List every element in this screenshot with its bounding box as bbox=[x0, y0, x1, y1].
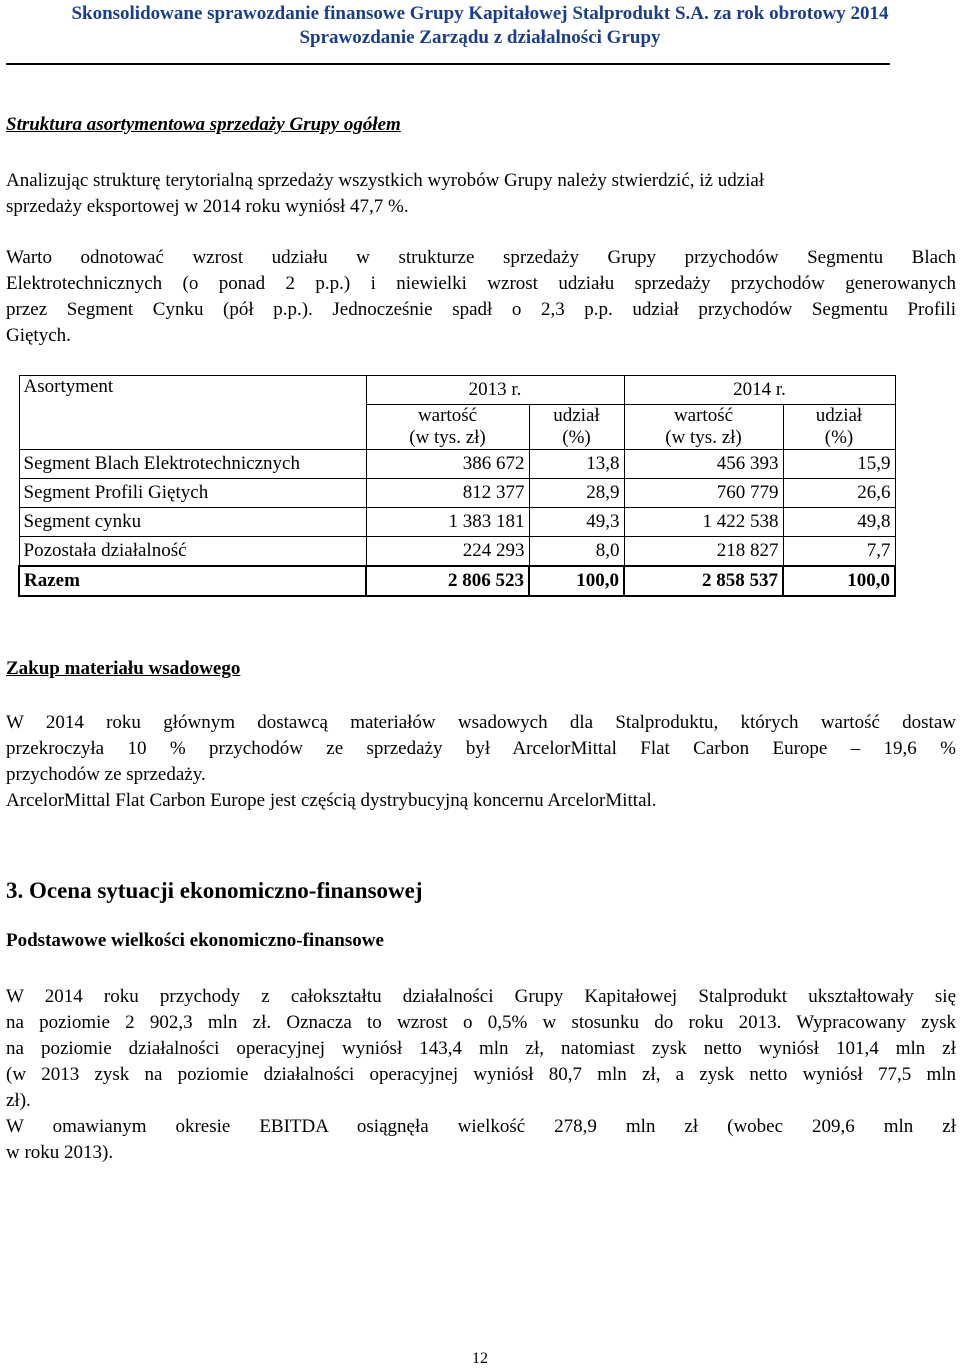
section-3-subtitle: Podstawowe wielkości ekonomiczno-finansowe bbox=[6, 930, 384, 951]
table-header-row bbox=[19, 376, 895, 405]
header-share-2014: udział (%) bbox=[783, 405, 895, 450]
header-value-2013: wartość (w tys. zł) bbox=[366, 405, 529, 450]
total-name: Razem bbox=[19, 566, 366, 596]
row-share-2013: 8,0 bbox=[529, 537, 624, 567]
row-name: Pozostała działalność bbox=[19, 537, 366, 567]
document-header-subtitle: Sprawozdanie Zarządu z działalności Grupy bbox=[299, 27, 661, 48]
header-divider bbox=[6, 63, 890, 65]
text-line: sprzedaży eksportowej w 2014 roku wyniósł 47,7 %. bbox=[6, 196, 409, 217]
row-value-2014: 218 827 bbox=[624, 537, 783, 567]
row-value-2013: 812 377 bbox=[366, 479, 529, 508]
structure-paragraph-2 bbox=[6, 245, 956, 349]
row-value-2014: 456 393 bbox=[624, 450, 783, 479]
text-line: przez Segment Cynku (pół p.p.). Jednocześnie spadł o 2,3 p.p. udział przychodów Segmentu Profili bbox=[6, 299, 956, 320]
header-year-2014: 2014 r. bbox=[624, 376, 895, 405]
text-line: W omawianym okresie EBITDA osiągnęła wielkość 278,9 mln zł (wobec 209,6 mln zł bbox=[6, 1116, 956, 1137]
text-line: przekroczyła 10 % przychodów ze sprzedaży był ArcelorMittal Flat Carbon Europe – 19,6 % bbox=[6, 738, 956, 759]
text-line: ArcelorMittal Flat Carbon Europe jest częścią dystrybucyjną koncernu ArcelorMittal. bbox=[6, 790, 657, 811]
text-line: zł). bbox=[6, 1090, 31, 1111]
structure-heading: Struktura asortymentowa sprzedaży Grupy ogółem bbox=[6, 114, 401, 135]
section-3-title: 3. Ocena sytuacji ekonomiczno-finansowej bbox=[6, 878, 423, 903]
row-name: Segment cynku bbox=[19, 508, 366, 537]
page-number: 12 bbox=[472, 1350, 488, 1367]
row-share-2014: 26,6 bbox=[783, 479, 895, 508]
document-header-title: Skonsolidowane sprawozdanie finansowe Grupy Kapitałowej Stalprodukt S.A. za rok obrotowy 2014 bbox=[71, 3, 889, 24]
section-3-paragraph-1 bbox=[6, 984, 956, 1166]
row-share-2014: 15,9 bbox=[783, 450, 895, 479]
row-value-2014: 760 779 bbox=[624, 479, 783, 508]
row-value-2014: 1 422 538 bbox=[624, 508, 783, 537]
total-share-2014: 100,0 bbox=[783, 566, 895, 596]
text-line: W 2014 roku przychody z całokształtu działalności Grupy Kapitałowej Stalprodukt ukształtowały się bbox=[6, 986, 956, 1007]
row-value-2013: 1 383 181 bbox=[366, 508, 529, 537]
text-line: W 2014 roku głównym dostawcą materiałów wsadowych dla Stalproduktu, których wartość dostaw bbox=[6, 712, 956, 733]
text-line: Analizując strukturę terytorialną sprzedaży wszystkich wyrobów Grupy należy stwierdzić, iż udział bbox=[6, 170, 765, 191]
purchase-paragraph bbox=[6, 710, 956, 814]
table-total-row bbox=[19, 566, 895, 596]
text-line: na poziomie działalności operacyjnej wyniósł 143,4 mln zł, natomiast zysk netto wyniósł 101,4 mln zł bbox=[6, 1038, 956, 1059]
row-value-2013: 386 672 bbox=[366, 450, 529, 479]
row-name: Segment Profili Giętych bbox=[19, 479, 366, 508]
text-line: Elektrotechnicznych (o ponad 2 p.p.) i niewielki wzrost udziału sprzedaży przychodów generowanych bbox=[6, 273, 956, 294]
header-year-2013: 2013 r. bbox=[366, 376, 624, 405]
header-share-2013: udział (%) bbox=[529, 405, 624, 450]
table-row bbox=[19, 537, 895, 567]
total-value-2014: 2 858 537 bbox=[624, 566, 783, 596]
table-row bbox=[19, 479, 895, 508]
total-share-2013: 100,0 bbox=[529, 566, 624, 596]
text-line: przychodów ze sprzedaży. bbox=[6, 764, 206, 785]
row-share-2013: 13,8 bbox=[529, 450, 624, 479]
row-share-2014: 49,8 bbox=[783, 508, 895, 537]
row-share-2014: 7,7 bbox=[783, 537, 895, 567]
total-value-2013: 2 806 523 bbox=[366, 566, 529, 596]
structure-paragraph-1 bbox=[6, 168, 956, 220]
row-name: Segment Blach Elektrotechnicznych bbox=[19, 450, 366, 479]
row-share-2013: 28,9 bbox=[529, 479, 624, 508]
text-line: (w 2013 zysk na poziomie działalności operacyjnej wyniósł 80,7 mln zł, a zysk netto wyniósł 77,5 mln bbox=[6, 1064, 956, 1085]
table-row bbox=[19, 450, 895, 479]
header-asortyment: Asortyment bbox=[19, 376, 366, 450]
row-value-2013: 224 293 bbox=[366, 537, 529, 567]
row-share-2013: 49,3 bbox=[529, 508, 624, 537]
text-line: Warto odnotować wzrost udziału w strukturze sprzedaży Grupy przychodów Segmentu Blach bbox=[6, 247, 956, 268]
text-line: na poziomie 2 902,3 mln zł. Oznacza to wzrost o 0,5% w stosunku do roku 2013. Wypracowany zysk bbox=[6, 1012, 956, 1033]
table-row bbox=[19, 508, 895, 537]
sales-structure-table bbox=[18, 375, 896, 597]
text-line: w roku 2013). bbox=[6, 1142, 114, 1163]
header-value-2014: wartość (w tys. zł) bbox=[624, 405, 783, 450]
text-line: Giętych. bbox=[6, 325, 71, 346]
purchase-heading: Zakup materiału wsadowego bbox=[6, 658, 241, 679]
